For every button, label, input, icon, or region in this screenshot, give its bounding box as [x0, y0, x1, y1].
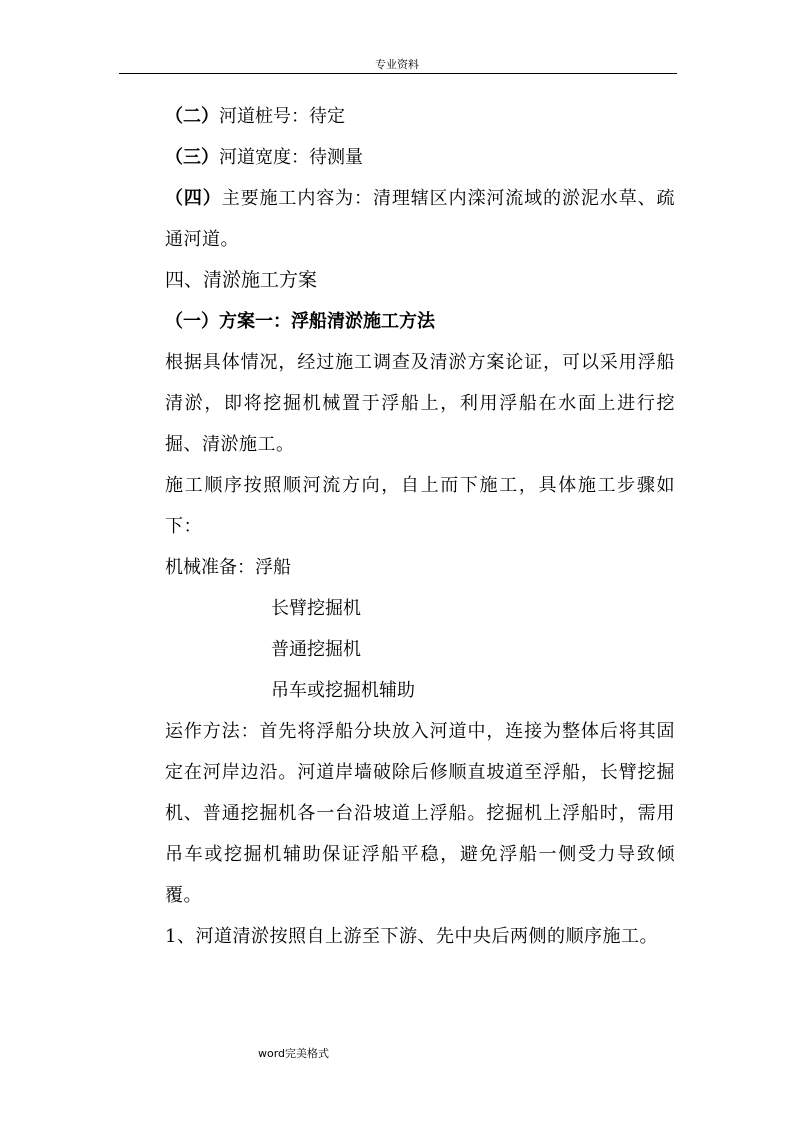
paragraph-number: （四）: [165, 188, 222, 209]
paragraph-step-1: 1、河道清淤按照自上游至下游、先中央后两侧的顺序施工。: [165, 926, 658, 947]
header-divider: [119, 73, 677, 74]
document-body: [121, 96, 675, 957]
page-footer: word完美格式: [258, 1047, 330, 1060]
subsection-heading: （一）方案一：浮船清淤施工方法: [165, 311, 435, 332]
paragraph-river-width: [121, 137, 675, 178]
paragraph-text: 主要施工内容为：清理辖区内滦河流域的淤泥水草、疏通河道。: [165, 188, 676, 250]
section-heading: 四、清淤施工方案: [165, 269, 318, 291]
paragraph-method-intro: 根据具体情况，经过施工调查及清淤方案论证，可以采用浮船清淤，即将挖掘机械置于浮船上，利用浮船在水面上进行挖掘、清淤施工。: [165, 352, 675, 455]
equipment-item: 长臂挖掘机: [271, 598, 361, 619]
paragraph-main-work: [121, 178, 675, 260]
paragraph-text: 河道桩号：待定: [219, 106, 345, 127]
page-header: 专业资料: [375, 58, 419, 71]
paragraph-text: 河道宽度：待测量: [219, 147, 363, 168]
paragraph-river-stake: [121, 96, 675, 137]
paragraph-number: （三）: [165, 147, 219, 168]
equipment-item: 吊车或挖掘机辅助: [271, 680, 415, 701]
paragraph-operation: 运作方法：首先将浮船分块放入河道中，连接为整体后将其固定在河岸边沿。河道岸墙破除后修顺直坡道至浮船，长臂挖掘机、普通挖掘机各一台沿坡道上浮船。挖掘机上浮船时，需用吊车或挖掘机辅助保证浮船平稳，避免浮船一侧受力导致倾覆。: [165, 721, 675, 906]
equipment-list-title: 机械准备：浮船: [165, 557, 291, 578]
paragraph-sequence: 施工顺序按照顺河流方向，自上而下施工，具体施工步骤如下：: [165, 475, 675, 537]
paragraph-number: （二）: [165, 106, 219, 127]
equipment-item: 普通挖掘机: [271, 639, 361, 660]
